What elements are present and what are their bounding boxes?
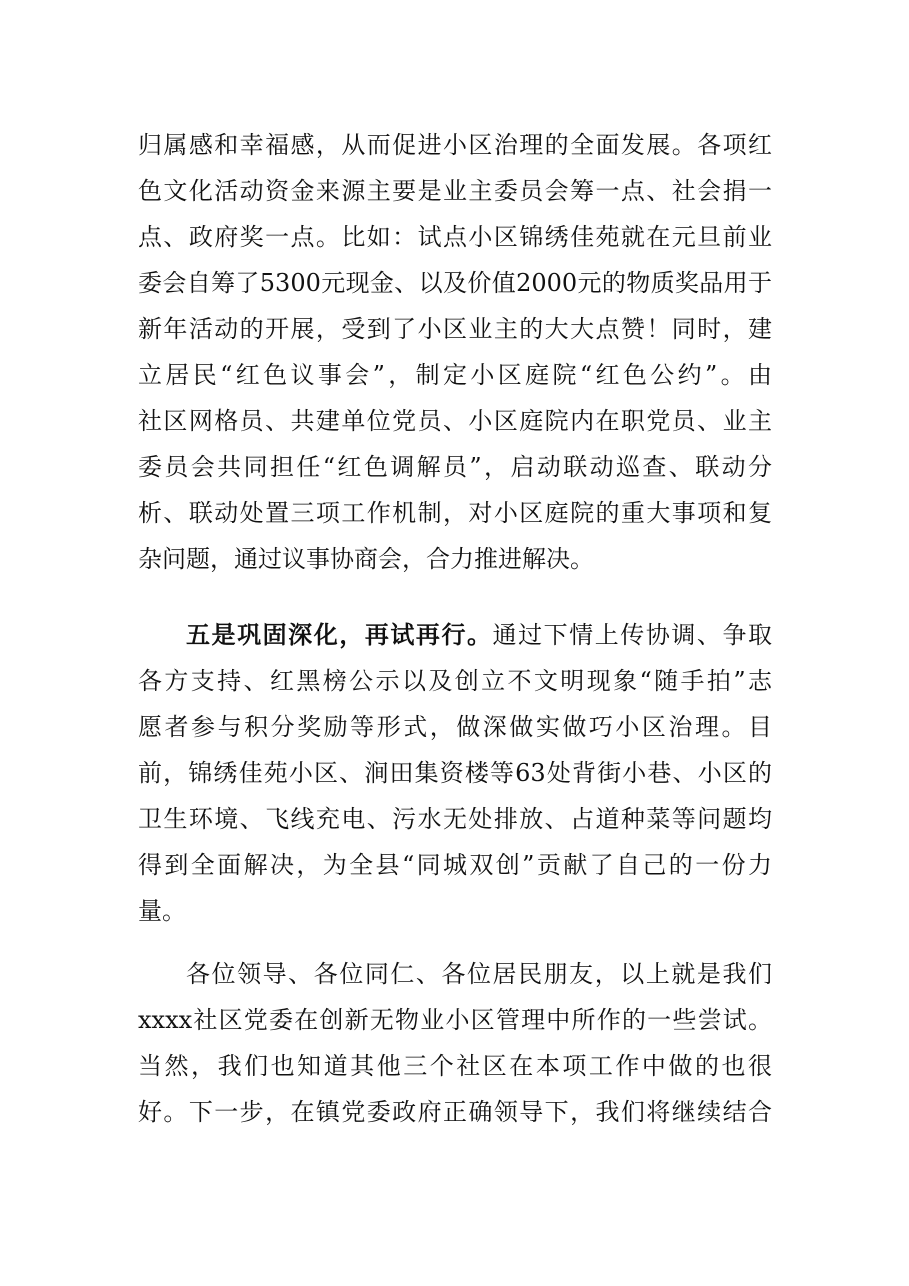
paragraph-line: 归属感和幸福感，从而促进小区治理的全面发展。各项红 (138, 131, 772, 159)
paragraph-line: 卫生环境、飞线充电、污水无处排放、占道种菜等问题均 (138, 805, 772, 833)
paragraph-line: 委员会共同担任“红色调解员”，启动联动巡查、联动分 (138, 453, 772, 481)
paragraph-heading: 五是巩固深化，再试再行。 (186, 620, 493, 649)
paragraph-line: 立居民“红色议事会”，制定小区庭院“红色公约”。由 (138, 361, 772, 389)
paragraph-line: xxxx社区党委在创新无物业小区管理中所作的一些尝试。 (138, 1006, 772, 1034)
paragraph-line: 前，锦绣佳苑小区、涧田集资楼等63处背街小巷、小区的 (138, 759, 772, 787)
paragraph-line: 色文化活动资金来源主要是业主委员会筹一点、社会捐一 (138, 177, 772, 205)
paragraph-line: 当然，我们也知道其他三个社区在本项工作中做的也很 (138, 1052, 772, 1080)
paragraph-line: 各位领导、各位同仁、各位居民朋友，以上就是我们 (186, 960, 772, 988)
paragraph-line-text: 通过下情上传协调、争取 (492, 621, 772, 649)
paragraph-line: 委会自筹了5300元现金、以及价值2000元的物质奖品用于 (138, 269, 772, 297)
paragraph-line: 点、政府奖一点。比如：试点小区锦绣佳苑就在元旦前业 (138, 223, 772, 251)
paragraph-line: 析、联动处置三项工作机制，对小区庭院的重大事项和复 (138, 499, 772, 527)
paragraph-line: 各方支持、红黑榜公示以及创立不文明现象“随手拍”志 (138, 667, 772, 695)
paragraph-line: 杂问题，通过议事协商会，合力推进解决。 (138, 545, 594, 573)
paragraph-line: 社区网格员、共建单位党员、小区庭院内在职党员、业主 (138, 407, 772, 435)
paragraph-line: 好。下一步，在镇党委政府正确领导下，我们将继续结合 (138, 1098, 772, 1126)
paragraph-line: 新年活动的开展，受到了小区业主的大大点赞！同时，建 (138, 315, 772, 343)
paragraph-line: 得到全面解决，为全县“同城双创”贡献了自己的一份力 (138, 851, 772, 879)
paragraph-line: 愿者参与积分奖励等形式，做深做实做巧小区治理。目 (138, 713, 772, 741)
paragraph-first-line (186, 615, 772, 655)
paragraph-line: 量。 (138, 897, 186, 925)
